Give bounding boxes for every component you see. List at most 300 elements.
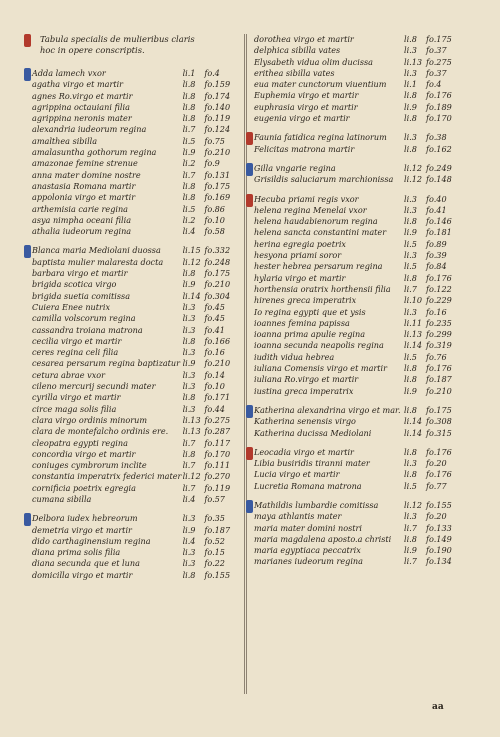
- column-rule-left: [244, 34, 245, 694]
- index-entry: [248, 174, 480, 185]
- entry-name: Blanca maria Mediolani duossa: [32, 245, 161, 256]
- folio-number: fo.171: [204, 392, 231, 403]
- folio-number: fo.249: [426, 162, 452, 173]
- folio-number: fo.175: [426, 404, 452, 415]
- folio-number: fo.86: [204, 203, 225, 214]
- index-entry: [26, 426, 242, 437]
- book-number: li.9: [404, 101, 417, 112]
- index-entry: [26, 460, 242, 471]
- folio-number: fo.229: [426, 295, 452, 306]
- index-entry: [248, 458, 480, 469]
- entry-name: cleopatra egypti regina: [32, 437, 128, 448]
- folio-number: fo.44: [204, 403, 225, 414]
- book-number: li.3: [404, 132, 417, 143]
- index-entry: [248, 447, 480, 458]
- index-entry: [248, 239, 480, 250]
- entry-name: Cuiera Enee nutrix: [32, 301, 111, 312]
- folio-number: fo.41: [204, 324, 225, 335]
- folio-number: fo.210: [204, 279, 231, 290]
- rubricated-initial-mark: [24, 68, 31, 81]
- entry-name: domicilla virgo et martir: [32, 569, 133, 580]
- index-entry: [248, 144, 480, 155]
- book-number: li.4: [182, 493, 196, 504]
- book-number: li.8: [404, 272, 417, 283]
- folio-number: fo.304: [204, 290, 231, 301]
- folio-number: fo.45: [204, 301, 225, 312]
- book-number: li.3: [404, 250, 417, 261]
- entry-name: diana secunda que et luna: [32, 558, 140, 569]
- entry-name: Libia busiridis tiranni mater: [254, 458, 370, 469]
- index-entry: [26, 449, 242, 460]
- folio-number: fo.176: [426, 446, 452, 457]
- index-entry: [26, 558, 242, 569]
- index-entry: [26, 392, 242, 403]
- index-entry: [26, 257, 242, 268]
- entry-name: anna mater domine nostre: [32, 169, 141, 180]
- index-entry: [26, 513, 242, 524]
- table-title: [26, 34, 242, 56]
- rubricated-initial-mark: [246, 405, 253, 418]
- book-number: li.8: [404, 469, 417, 480]
- folio-number: fo.181: [426, 227, 452, 238]
- index-section: [248, 194, 480, 397]
- book-number: li.8: [182, 79, 196, 90]
- index-section: [248, 405, 480, 439]
- left-index-sections: [26, 68, 242, 581]
- folio-number: fo.170: [204, 448, 231, 459]
- folio-number: fo.210: [204, 358, 231, 369]
- index-entry: [26, 471, 242, 482]
- folio-number: fo.148: [426, 174, 452, 185]
- index-entry: [26, 204, 242, 215]
- entry-name: erithea sibilla vates: [254, 67, 335, 78]
- entry-name: Lucia virgo et martir: [254, 469, 340, 480]
- index-entry: [26, 68, 242, 79]
- book-number: li.1: [182, 68, 196, 78]
- book-number: li.3: [404, 45, 417, 56]
- book-number: li.7: [404, 556, 417, 567]
- entry-name: iudith vidua hebrea: [254, 351, 335, 362]
- folio-number: fo.41: [426, 204, 447, 215]
- book-number: li.8: [182, 180, 196, 191]
- folio-number: fo.39: [426, 250, 447, 261]
- index-entry: [248, 250, 480, 261]
- entry-name: athalia iudeorum regina: [32, 226, 132, 237]
- entry-name: cileno mercurij secundi mater: [32, 381, 156, 392]
- entry-name: brigida suetia comitissa: [32, 290, 131, 301]
- index-entry: [248, 132, 480, 143]
- folio-number: fo.176: [426, 272, 452, 283]
- book-number: li.13: [182, 426, 201, 437]
- index-entry: [26, 79, 242, 90]
- book-number: li.3: [182, 301, 196, 312]
- folio-number: fo.35: [204, 513, 225, 524]
- folio-number: fo.187: [426, 374, 452, 385]
- book-number: li.8: [182, 192, 196, 203]
- folio-number: fo.16: [426, 306, 447, 317]
- book-number: li.3: [182, 403, 196, 414]
- book-number: li.1: [404, 79, 417, 90]
- folio-number: fo.155: [204, 569, 231, 580]
- entry-name: camilla volscorum regina: [32, 313, 136, 324]
- book-number: li.14: [182, 290, 201, 301]
- folio-number: fo.159: [204, 79, 231, 90]
- entry-name: clara virgo ordinis minorum: [32, 414, 148, 425]
- index-entry: [26, 124, 242, 135]
- book-number: li.3: [182, 324, 196, 335]
- entry-name: herina egregia poetrix: [254, 238, 346, 249]
- entry-name: maria egyptiaca peccatrix: [254, 545, 361, 556]
- index-entry: [248, 261, 480, 272]
- folio-number: fo.20: [426, 511, 447, 522]
- folio-number: fo.210: [426, 385, 452, 396]
- index-entry: [26, 381, 242, 392]
- book-number: li.3: [404, 193, 417, 204]
- folio-number: fo.319: [426, 340, 452, 351]
- folio-number: fo.315: [426, 427, 452, 438]
- book-number: li.5: [404, 351, 417, 362]
- book-number: li.3: [182, 558, 196, 569]
- index-entry: [26, 268, 242, 279]
- book-number: li.3: [182, 547, 196, 558]
- folio-number: fo.58: [204, 226, 225, 237]
- folio-number: fo.10: [204, 214, 225, 225]
- folio-number: fo.248: [204, 256, 231, 267]
- book-number: li.7: [404, 283, 417, 294]
- folio-number: fo.9: [204, 158, 220, 169]
- index-section: [26, 513, 242, 581]
- folio-number: fo.77: [426, 480, 447, 491]
- folio-number: fo.175: [426, 34, 452, 44]
- book-number: li.8: [404, 143, 417, 154]
- book-number: li.8: [182, 90, 196, 101]
- book-number: li.8: [182, 335, 196, 346]
- index-entry: [248, 68, 480, 79]
- index-entry: [248, 481, 480, 492]
- entry-name: iuliana Comensis virgo et martir: [254, 363, 387, 374]
- index-section: [26, 245, 242, 505]
- folio-number: fo.175: [204, 180, 231, 191]
- book-number: li.8: [404, 34, 417, 44]
- entry-name: clara de montefalcho ordinis ere.: [32, 426, 169, 437]
- index-entry: [26, 438, 242, 449]
- index-entry: [248, 428, 480, 439]
- book-number: li.8: [182, 569, 196, 580]
- index-entry: [26, 536, 242, 547]
- book-number: li.12: [404, 174, 423, 185]
- folio-number: fo.119: [204, 482, 231, 493]
- index-entry: [248, 163, 480, 174]
- rubricated-initial-mark: [246, 132, 253, 145]
- index-entry: [248, 511, 480, 522]
- entry-name: Hecuba priami regis vxor: [254, 193, 359, 204]
- index-entry: [248, 329, 480, 340]
- entry-name: alexandria iudeorum regina: [32, 124, 147, 135]
- book-number: li.3: [404, 306, 417, 317]
- book-number: li.12: [182, 256, 201, 267]
- index-entry: [26, 325, 242, 336]
- index-entry: [26, 215, 242, 226]
- index-section: [248, 132, 480, 155]
- book-number: li.3: [182, 369, 196, 380]
- index-entry: [248, 386, 480, 397]
- folio-number: fo.119: [204, 113, 231, 124]
- index-entry: [248, 523, 480, 534]
- book-number: li.7: [182, 460, 196, 471]
- book-number: li.3: [404, 511, 417, 522]
- folio-number: fo.174: [204, 90, 231, 101]
- index-entry: [248, 194, 480, 205]
- entry-name: cecilia virgo et martir: [32, 335, 122, 346]
- folio-number: fo.38: [426, 132, 447, 143]
- entry-name: brigida scotica virgo: [32, 279, 117, 290]
- book-number: li.12: [404, 162, 423, 173]
- index-entry: [248, 34, 480, 45]
- book-number: li.13: [404, 329, 423, 340]
- index-entry: [248, 374, 480, 385]
- book-number: li.7: [182, 482, 196, 493]
- index-entry: [26, 181, 242, 192]
- folio-number: fo.16: [204, 347, 225, 358]
- index-entry: [248, 205, 480, 216]
- book-number: li.3: [182, 313, 196, 324]
- index-entry: [248, 216, 480, 227]
- entry-name: Gilla vngarie regina: [254, 162, 336, 173]
- folio-number: fo.52: [204, 535, 225, 546]
- index-entry: [248, 307, 480, 318]
- book-number: li.12: [404, 499, 423, 510]
- entry-name: iuliana Ro.virgo et martir: [254, 374, 359, 385]
- folio-number: fo.76: [426, 351, 447, 362]
- entry-name: helena regina Menelai vxor: [254, 204, 367, 215]
- index-entry: [248, 352, 480, 363]
- folio-number: fo.140: [204, 101, 231, 112]
- entry-name: Euphemia virgo et martir: [254, 90, 359, 101]
- folio-number: fo.190: [426, 545, 452, 556]
- index-section: [248, 163, 480, 186]
- entry-name: helena sancta constantini mater: [254, 227, 387, 238]
- index-entry: [248, 363, 480, 374]
- folio-number: fo.166: [204, 335, 231, 346]
- folio-number: fo.149: [426, 533, 452, 544]
- book-number: li.8: [182, 101, 196, 112]
- entry-name: maria mater domini nostri: [254, 522, 362, 533]
- book-number: li.3: [182, 347, 196, 358]
- entry-name: Katherina ducissa Mediolani: [254, 427, 372, 438]
- index-entry: [248, 469, 480, 480]
- folio-number: fo.37: [426, 67, 447, 78]
- folio-number: fo.40: [426, 193, 447, 204]
- entry-name: concordia virgo et martir: [32, 448, 136, 459]
- book-number: li.9: [182, 279, 196, 290]
- folio-number: fo.176: [426, 90, 452, 101]
- entry-name: agrippina octauiani filia: [32, 101, 130, 112]
- index-entry: [248, 113, 480, 124]
- book-number: li.7: [182, 124, 196, 135]
- folio-number: fo.117: [204, 437, 231, 448]
- book-number: li.8: [404, 90, 417, 101]
- index-entry: [248, 295, 480, 306]
- entry-name: ioannes femina papissa: [254, 317, 350, 328]
- entry-name: agnes Ro.virgo et martir: [32, 90, 133, 101]
- index-entry: [248, 405, 480, 416]
- index-entry: [26, 302, 242, 313]
- rubricated-initial-mark: [246, 500, 253, 513]
- entry-name: eua mater cunctorum viuentium: [254, 79, 387, 90]
- index-entry: [26, 147, 242, 158]
- folio-number: fo.189: [426, 101, 452, 112]
- entry-name: euphrasia virgo et martir: [254, 101, 358, 112]
- folio-number: fo.275: [426, 56, 452, 67]
- entry-name: agrippina neronis mater: [32, 113, 132, 124]
- index-entry: [26, 226, 242, 237]
- folio-number: fo.332: [204, 245, 231, 256]
- folio-number: fo.37: [426, 45, 447, 56]
- folio-number: fo.176: [426, 363, 452, 374]
- entry-name: iustina greca imperatrix: [254, 385, 354, 396]
- folio-number: fo.89: [426, 238, 447, 249]
- index-entry: [248, 227, 480, 238]
- entry-name: Katherina senensis virgo: [254, 416, 356, 427]
- entry-name: arthemisia carie regina: [32, 203, 128, 214]
- index-entry: [248, 318, 480, 329]
- entry-name: appolonia virgo et martir: [32, 192, 136, 203]
- index-section: [248, 447, 480, 492]
- folio-number: fo.146: [426, 216, 452, 227]
- folio-number: fo.162: [426, 143, 452, 154]
- index-entry: [26, 136, 242, 147]
- entry-name: cetura abrae vxor: [32, 369, 105, 380]
- entry-name: Grisildis saluciarum marchionissa: [254, 174, 394, 185]
- book-number: li.2: [182, 158, 196, 169]
- folio-number: fo.176: [426, 469, 452, 480]
- book-number: li.9: [404, 227, 417, 238]
- index-entry: [26, 245, 242, 256]
- entry-name: Elysabeth vidua olim ducissa: [254, 56, 373, 67]
- folio-number: fo.122: [426, 283, 452, 294]
- folio-number: fo.84: [426, 261, 447, 272]
- rubricated-initial-mark: [246, 194, 253, 207]
- left-column: [26, 34, 242, 589]
- folio-number: fo.287: [204, 426, 231, 437]
- book-number: li.7: [182, 437, 196, 448]
- book-number: li.13: [404, 56, 423, 67]
- book-number: li.5: [404, 261, 417, 272]
- book-number: li.12: [182, 471, 201, 482]
- entry-name: horthensia oratrix horthensii filia: [254, 283, 391, 294]
- title-line-2: hoc in opere conscriptis.: [40, 45, 145, 55]
- entry-name: Leocadia virgo et martir: [254, 446, 354, 457]
- book-number: li.8: [182, 448, 196, 459]
- index-entry: [248, 545, 480, 556]
- entry-name: cesarea persarum regina baptizatur: [32, 358, 180, 369]
- book-number: li.9: [182, 358, 196, 369]
- book-number: li.3: [404, 204, 417, 215]
- index-entry: [26, 494, 242, 505]
- title-initial-mark: [24, 34, 31, 47]
- book-number: li.8: [182, 113, 196, 124]
- book-number: li.7: [182, 169, 196, 180]
- entry-name: baptista mulier malaresta docta: [32, 256, 164, 267]
- entry-name: ioanna secunda neapolis regina: [254, 340, 384, 351]
- index-entry: [26, 404, 242, 415]
- entry-name: ioanna prima apulie regina: [254, 329, 366, 340]
- entry-name: cassandra troiana matrona: [32, 324, 143, 335]
- book-number: li.14: [404, 416, 423, 427]
- book-number: li.8: [182, 392, 196, 403]
- entry-name: demetria virgo et martir: [32, 524, 132, 535]
- book-number: li.3: [404, 67, 417, 78]
- folio-number: fo.131: [204, 169, 231, 180]
- entry-name: maya athlantis mater: [254, 511, 342, 522]
- folio-number: fo.270: [204, 471, 231, 482]
- folio-number: fo.187: [204, 524, 231, 535]
- folio-number: fo.299: [426, 329, 452, 340]
- entry-name: Felicitas matrona martir: [254, 143, 355, 154]
- entry-name: helena haudabienorum regina: [254, 216, 378, 227]
- book-number: li.8: [404, 216, 417, 227]
- index-entry: [26, 547, 242, 558]
- title-line-1: Tabula specialis de mulieribus claris: [40, 34, 195, 44]
- index-entry: [26, 370, 242, 381]
- book-number: li.4: [182, 535, 196, 546]
- entry-name: anastasia Romana martir: [32, 180, 136, 191]
- entry-name: constantia imperatrix federici mater: [32, 471, 182, 482]
- book-number: li.4: [182, 226, 196, 237]
- entry-name: diana prima solis filia: [32, 547, 121, 558]
- index-section: [26, 68, 242, 237]
- book-number: li.15: [182, 245, 201, 256]
- index-entry: [248, 102, 480, 113]
- index-entry: [26, 291, 242, 302]
- folio-number: fo.155: [426, 499, 452, 510]
- folio-number: fo.169: [204, 192, 231, 203]
- index-entry: [26, 113, 242, 124]
- entry-name: Katherina alexandrina virgo et mar.: [254, 404, 401, 415]
- index-entry: [26, 570, 242, 581]
- entry-name: cumana sibilla: [32, 493, 92, 504]
- index-entry: [26, 91, 242, 102]
- folio-number: fo.15: [204, 547, 225, 558]
- entry-name: coniuges cymbrorum inclite: [32, 460, 147, 471]
- book-number: li.9: [404, 385, 417, 396]
- folio-number: fo.124: [204, 124, 231, 135]
- index-entry: [26, 525, 242, 536]
- book-number: li.8: [404, 404, 417, 415]
- folio-number: fo.4: [204, 68, 220, 78]
- entry-name: eugenia virgo et martir: [254, 113, 350, 124]
- entry-name: hylaria virgo et martir: [254, 272, 346, 283]
- index-entry: [26, 279, 242, 290]
- entry-name: delphica sibilla vates: [254, 45, 341, 56]
- folio-number: fo.4: [426, 79, 442, 90]
- folio-number: fo.210: [204, 147, 231, 158]
- folio-signature: aa: [432, 702, 444, 712]
- folio-number: fo.22: [204, 558, 225, 569]
- book-number: li.11: [404, 317, 423, 328]
- index-entry: [248, 534, 480, 545]
- book-number: li.5: [404, 480, 417, 491]
- folio-number: fo.14: [204, 369, 225, 380]
- book-number: li.5: [182, 135, 196, 146]
- right-index-sections: [248, 34, 480, 568]
- book-number: li.9: [404, 545, 417, 556]
- book-number: li.3: [404, 458, 417, 469]
- folio-number: fo.20: [426, 458, 447, 469]
- book-number: li.9: [182, 524, 196, 535]
- entry-name: Delbora iudex hebreorum: [32, 513, 138, 524]
- book-number: li.3: [182, 513, 196, 524]
